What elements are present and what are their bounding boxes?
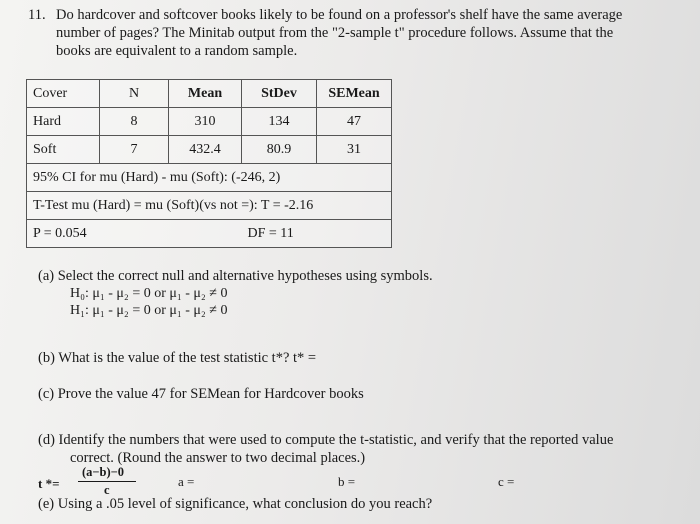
fraction-numerator: (a−b)−0 — [82, 465, 125, 479]
part-c-text: (c) Prove the value 47 for SEMean for Hardcover books — [38, 386, 364, 402]
cell-hard-n: 8 — [100, 108, 169, 136]
question-number: 11. — [28, 7, 46, 23]
fraction-denominator: c — [104, 483, 110, 497]
col-header-cover: Cover — [27, 80, 100, 108]
part-b-text: (b) What is the value of the test statistic t*? t* = — [38, 350, 317, 366]
ttest-row: T-Test mu (Hard) = mu (Soft)(vs not =): T = -2.16 — [27, 192, 392, 220]
cell-soft-mean: 432.4 — [169, 136, 242, 164]
b-equals: b = — [338, 474, 356, 489]
cell-soft-semean: 31 — [317, 136, 392, 164]
question-line-1: Do hardcover and softcover books likely to be found on a professor's shelf have the same average — [56, 7, 623, 23]
cell-hard-mean: 310 — [169, 108, 242, 136]
col-header-stdev: StDev — [242, 80, 317, 108]
fraction-bar — [78, 481, 136, 482]
part-d-text-1: (d) Identify the numbers that were used to compute the t-statistic, and verify that the reported value — [38, 432, 614, 448]
ci-row: 95% CI for mu (Hard) - mu (Soft): (-246, 2) — [27, 164, 392, 192]
null-hypothesis: H₀: μ₁ - μ₂ = 0 or μ₁ - μ₂ ≠ 0 — [70, 286, 228, 301]
part-a-text: (a) Select the correct null and alternative hypotheses using symbols. — [38, 268, 433, 284]
cell-hard-cover: Hard — [27, 108, 100, 136]
cell-hard-stdev: 134 — [242, 108, 317, 136]
cell-hard-semean: 47 — [317, 108, 392, 136]
col-header-mean: Mean — [169, 80, 242, 108]
alternative-hypothesis: H₁: μ₁ - μ₂ = 0 or μ₁ - μ₂ ≠ 0 — [70, 303, 228, 318]
p-value: P = 0.054 — [27, 220, 242, 248]
question-line-2: number of pages? The Minitab output from the "2-sample t" procedure follows. Assume that the — [56, 25, 614, 41]
col-header-semean: SEMean — [317, 80, 392, 108]
cell-soft-stdev: 80.9 — [242, 136, 317, 164]
part-e-text: (e) Using a .05 level of significance, what conclusion do you reach? — [38, 496, 433, 512]
a-equals: a = — [178, 474, 195, 489]
cell-soft-cover: Soft — [27, 136, 100, 164]
part-d-text-2: correct. (Round the answer to two decimal places.) — [70, 450, 366, 466]
t-star-label: t *= — [38, 476, 60, 491]
col-header-n: N — [100, 80, 169, 108]
df-value: DF = 11 — [242, 220, 392, 248]
cell-soft-n: 7 — [100, 136, 169, 164]
question-line-3: books are equivalent to a random sample. — [56, 43, 298, 59]
minitab-output-table — [26, 79, 392, 248]
c-equals: c = — [498, 474, 515, 489]
